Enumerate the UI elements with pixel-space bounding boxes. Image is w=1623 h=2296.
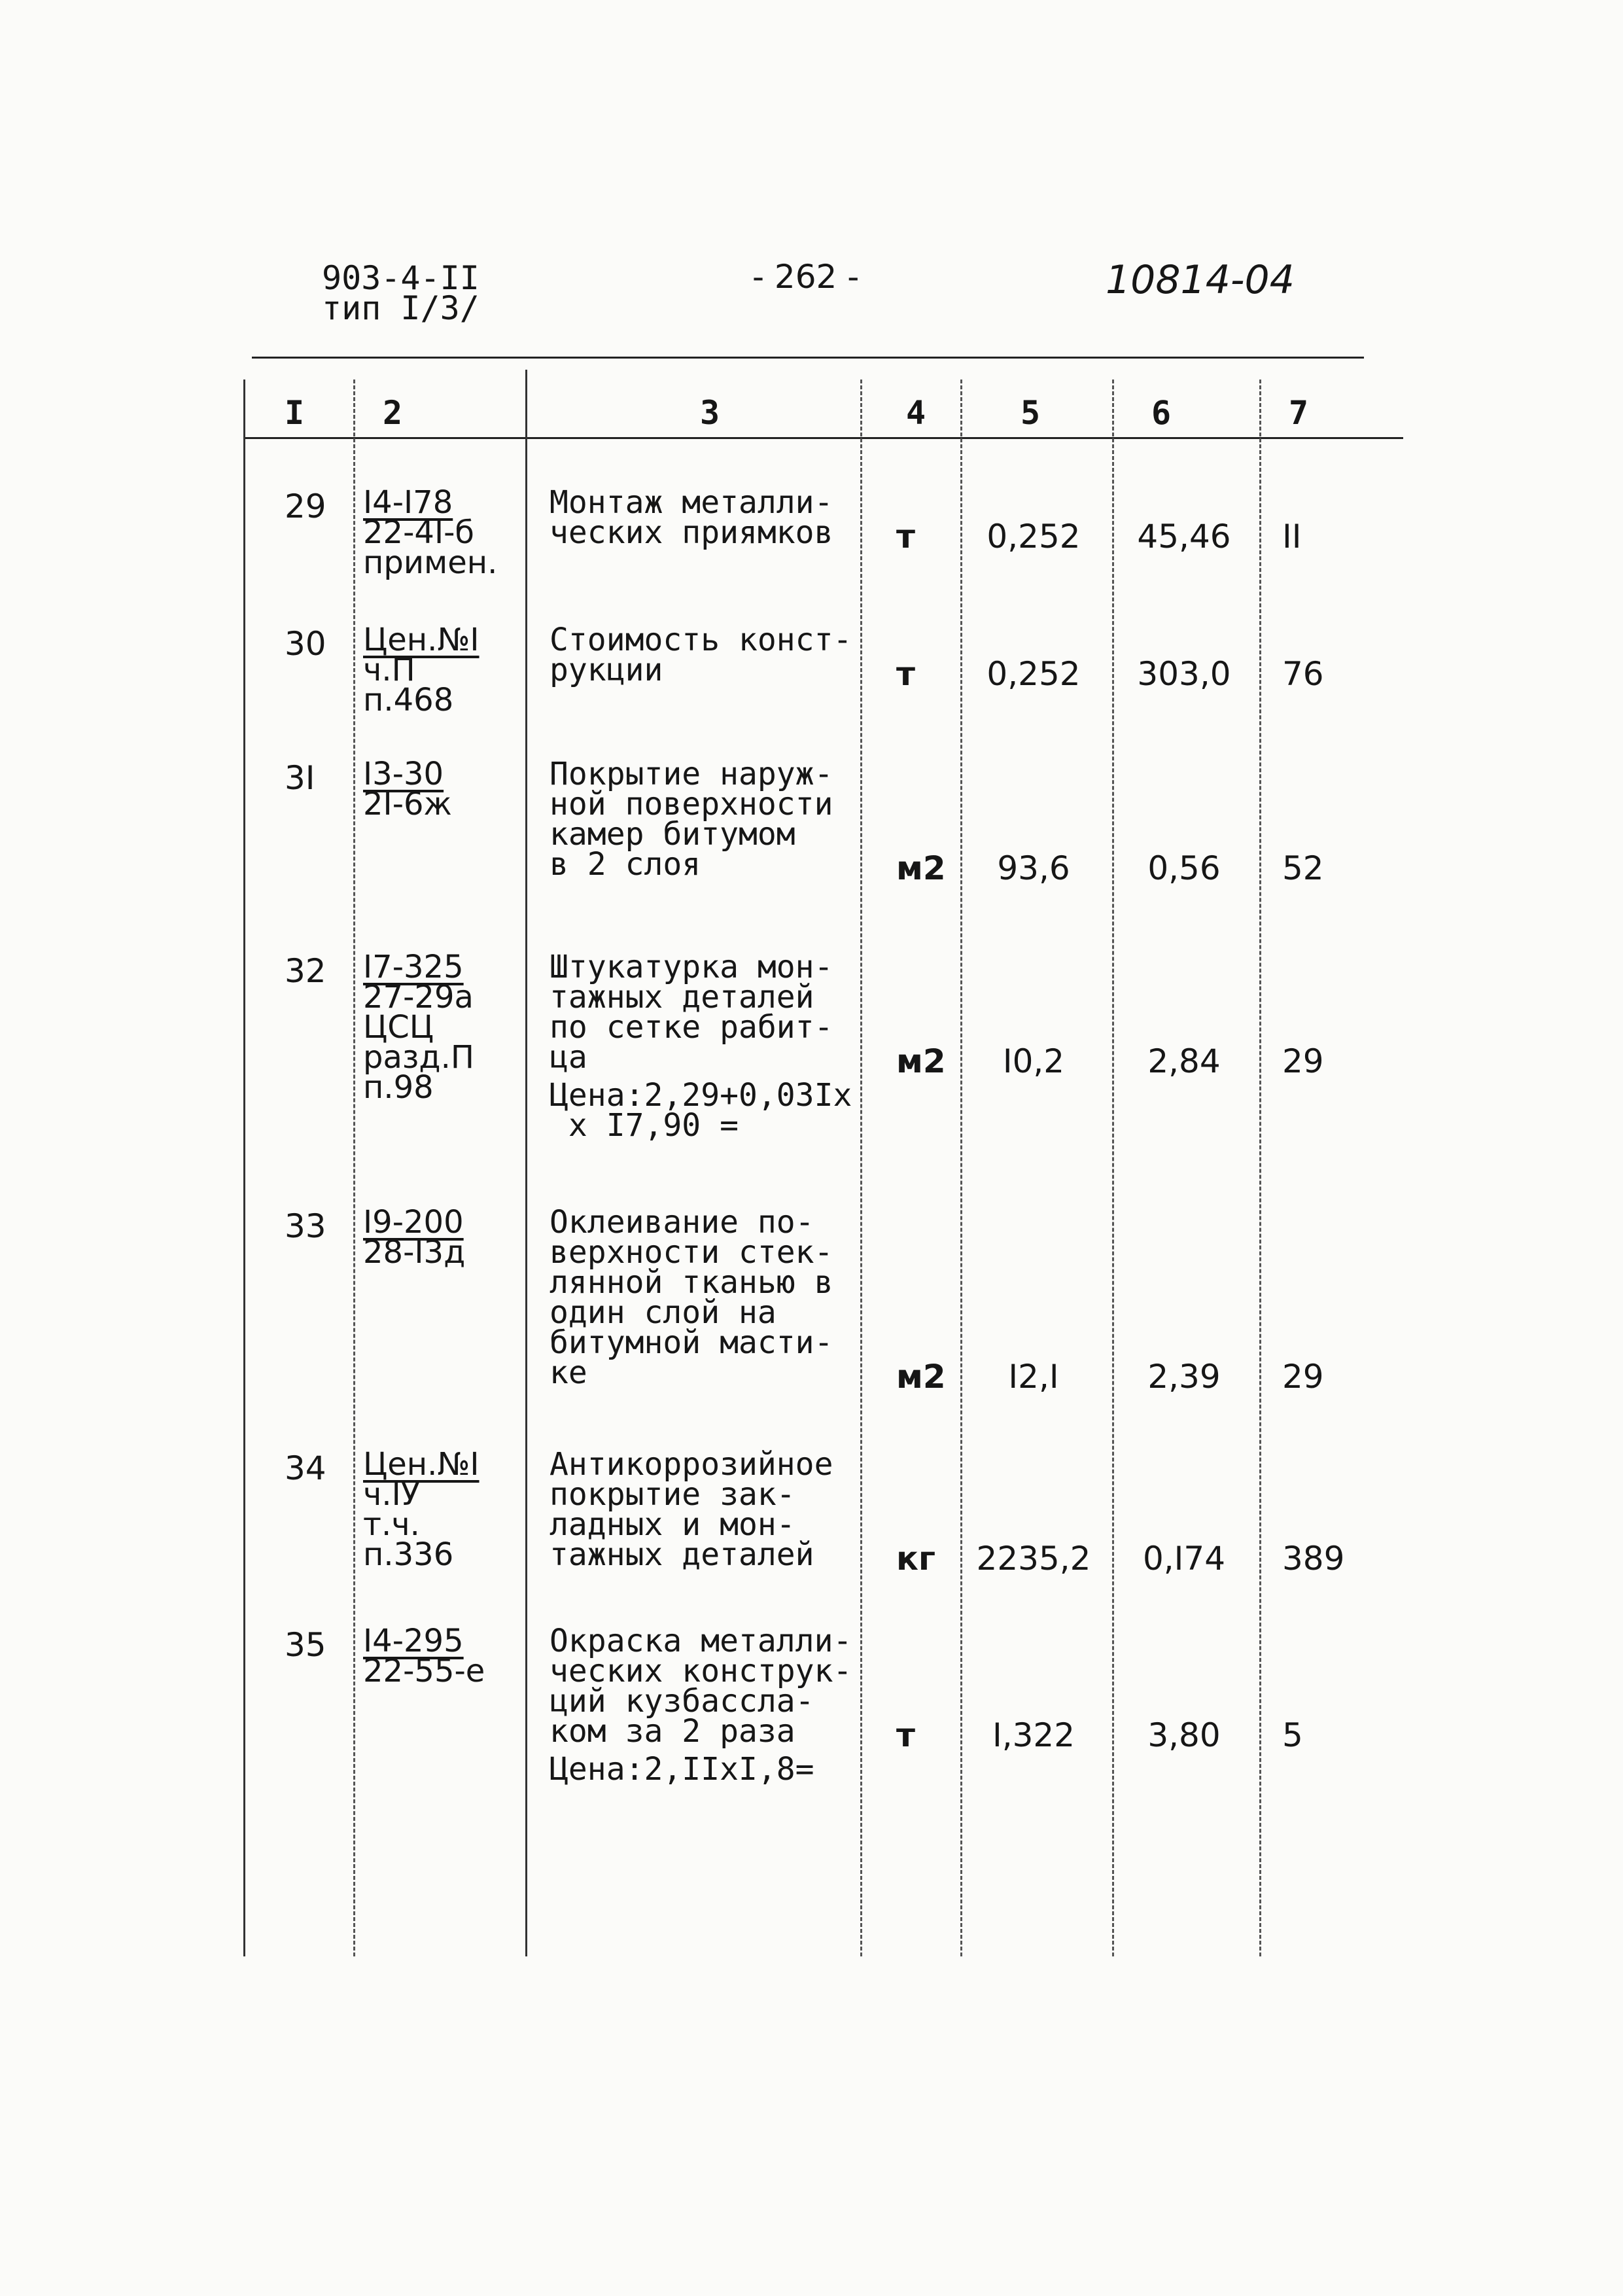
norm-reference-line: 2I-6ж: [363, 786, 452, 822]
table-border-left: [243, 380, 245, 1956]
work-description-line: ной поверхности: [550, 786, 833, 822]
work-description: [550, 1446, 833, 1573]
norm-reference-line: разд.П: [363, 1039, 474, 1076]
row-number: 33: [285, 1207, 326, 1245]
work-description-line: Покрытие наруж-: [550, 756, 833, 792]
work-description-line: верхности стек-: [550, 1234, 833, 1271]
total-cost: 52: [1282, 849, 1324, 887]
quantity: 93,6: [997, 849, 1070, 887]
work-description-line: Окраска металли-: [550, 1623, 852, 1659]
document-code-line1: 903-4-II: [322, 259, 480, 297]
norm-reference-line: п.98: [363, 1069, 434, 1106]
norm-reference: [363, 484, 498, 581]
column-header-3: 3: [699, 394, 720, 432]
work-description: [550, 622, 852, 688]
price-formula: Цена:2,IIхI,8=: [550, 1751, 814, 1788]
work-description-line: тажных деталей: [550, 979, 814, 1016]
unit: м2: [896, 1042, 946, 1080]
column-header-5: 5: [1020, 394, 1041, 432]
column-divider-2: [525, 370, 527, 1956]
work-description-line: тажных деталей: [550, 1536, 814, 1573]
work-description-line: Антикоррозийное: [550, 1446, 833, 1483]
quantity: 2235,2: [976, 1540, 1091, 1578]
norm-reference-line: I4-295: [363, 1623, 464, 1659]
work-description-line: Монтаж металли-: [550, 484, 833, 521]
column-header-1: I: [284, 394, 305, 432]
work-description: [550, 1204, 833, 1391]
norm-reference-line: 22-4I-б: [363, 514, 475, 551]
price-formula: Цена:2,29+0,03Iх х I7,90 =: [550, 1077, 852, 1144]
work-description: [550, 1623, 852, 1788]
work-description-line: ком за 2 раза: [550, 1713, 795, 1750]
work-description-line: Стоимость конст-: [550, 622, 852, 658]
work-description-line: ладных и мон-: [550, 1506, 795, 1543]
total-cost: 389: [1282, 1540, 1345, 1578]
norm-reference-line: I7-325: [363, 949, 464, 985]
unit-rate: 0,56: [1147, 849, 1221, 887]
header-rule: [245, 437, 1403, 439]
norm-reference-line: ч.IУ: [363, 1476, 421, 1513]
norm-reference-line: п.336: [363, 1536, 454, 1573]
quantity: 0,252: [986, 518, 1081, 556]
work-description: [550, 484, 833, 551]
total-cost: II: [1282, 518, 1302, 556]
norm-reference-line: ЦСЦ: [363, 1009, 434, 1046]
total-cost: 5: [1282, 1716, 1303, 1754]
norm-reference: [363, 1446, 480, 1573]
unit-rate: 2,84: [1147, 1042, 1221, 1080]
unit: м2: [896, 1358, 946, 1396]
total-cost: 76: [1282, 655, 1324, 693]
unit-rate: 303,0: [1137, 655, 1231, 693]
norm-reference-line: I3-30: [363, 756, 444, 792]
work-description-line: покрытие зак-: [550, 1476, 795, 1513]
column-header-4: 4: [905, 394, 926, 432]
document-number: 10814-04: [1106, 257, 1295, 303]
unit: кг: [896, 1540, 936, 1578]
document-code-line2: тип I/3/: [322, 289, 480, 327]
norm-reference-line: п.468: [363, 682, 454, 718]
column-header-2: 2: [382, 394, 403, 432]
row-number: 30: [285, 625, 326, 663]
work-description-line: ций кузбассла-: [550, 1683, 814, 1720]
norm-reference: [363, 756, 452, 822]
page-number: - 262 -: [752, 258, 860, 296]
work-description-line: битумной масти-: [550, 1324, 833, 1361]
total-cost: 29: [1282, 1042, 1324, 1080]
column-divider-4: [960, 380, 962, 1956]
work-description-line: ческих приямков: [550, 514, 833, 551]
unit: т: [896, 1716, 915, 1754]
work-description-line: ца: [550, 1039, 587, 1076]
norm-reference-line: 27-29а: [363, 979, 474, 1016]
row-number: 3I: [285, 759, 315, 797]
total-cost: 29: [1282, 1358, 1324, 1396]
column-header-7: 7: [1288, 394, 1309, 432]
quantity: 0,252: [986, 655, 1081, 693]
norm-reference-line: I9-200: [363, 1204, 464, 1241]
work-description-line: лянной тканью в: [550, 1264, 833, 1301]
unit-rate: 3,80: [1147, 1716, 1221, 1754]
row-number: 35: [285, 1626, 326, 1664]
quantity: I2,I: [1008, 1358, 1059, 1396]
top-rule: [252, 357, 1364, 359]
norm-reference: [363, 1623, 485, 1689]
norm-reference-line: I4-I78: [363, 484, 453, 521]
work-description-line: Штукатурка мон-: [550, 949, 833, 985]
norm-reference-line: примен.: [363, 544, 498, 581]
work-description-line: рукции: [550, 652, 663, 688]
column-header-6: 6: [1151, 394, 1172, 432]
row-number: 32: [285, 952, 326, 990]
norm-reference-line: Цен.№I: [363, 622, 480, 658]
unit: т: [896, 518, 915, 556]
work-description-line: камер битумом: [550, 816, 795, 853]
unit-rate: 2,39: [1147, 1358, 1221, 1396]
norm-reference-line: 22-55-е: [363, 1653, 485, 1689]
norm-reference: [363, 622, 480, 718]
work-description-line: по сетке рабит-: [550, 1009, 833, 1046]
row-number: 29: [285, 487, 326, 525]
column-divider-1: [353, 380, 355, 1956]
column-divider-5: [1112, 380, 1114, 1956]
document-code: [322, 259, 480, 327]
row-number: 34: [285, 1449, 326, 1487]
column-divider-6: [1259, 380, 1261, 1956]
work-description-line: один слой на: [550, 1294, 777, 1331]
unit: м2: [896, 849, 946, 887]
norm-reference-line: Цен.№I: [363, 1446, 480, 1483]
unit: т: [896, 655, 915, 693]
work-description-line: ке: [550, 1354, 587, 1391]
norm-reference: [363, 949, 474, 1106]
work-description-line: ческих конструк-: [550, 1653, 852, 1689]
work-description-line: в 2 слоя: [550, 846, 701, 883]
work-description: [550, 949, 852, 1144]
quantity: I0,2: [1002, 1042, 1065, 1080]
norm-reference-line: 28-I3д: [363, 1234, 466, 1271]
column-divider-3: [860, 380, 862, 1956]
work-description: [550, 756, 833, 883]
work-description-line: Оклеивание по-: [550, 1204, 814, 1241]
norm-reference-line: т.ч.: [363, 1506, 420, 1543]
unit-rate: 45,46: [1137, 518, 1231, 556]
norm-reference: [363, 1204, 466, 1271]
norm-reference-line: ч.П: [363, 652, 415, 688]
unit-rate: 0,I74: [1142, 1540, 1226, 1578]
quantity: I,322: [992, 1716, 1075, 1754]
